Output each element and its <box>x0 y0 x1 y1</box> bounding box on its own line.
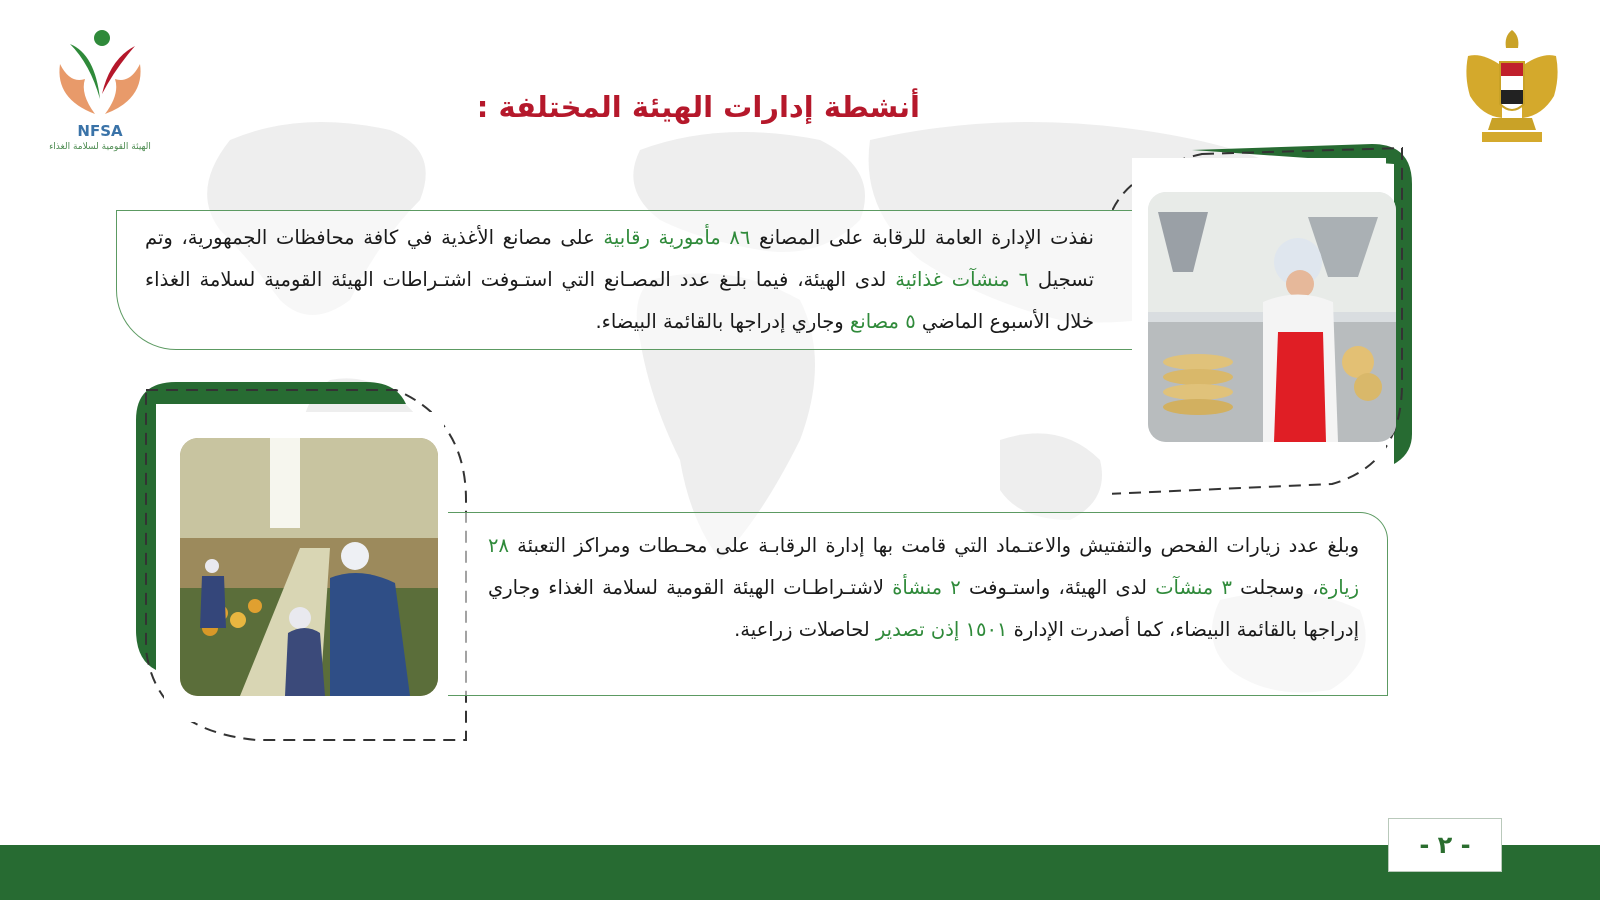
paragraph2-text-3: لدى الهيئة، واستـوفت <box>960 576 1156 599</box>
paragraph2-highlight-registered: ٣ منشآت <box>1155 576 1232 599</box>
photo-frame-packing <box>136 380 476 752</box>
paragraph2-highlight-permits: ١٥٠١ إذن تصدير <box>875 618 1008 641</box>
paragraph1-text-2: على مصانع الأغذية في كافة محافظات الجمهورية، وتم تسجيل <box>145 226 1094 291</box>
page-number: - ٢ - <box>1388 818 1502 872</box>
paragraph2-highlight-visits: ٢٨ زيارة <box>488 534 1359 599</box>
paragraph2-text-5: لحاصلات زراعية. <box>734 618 876 641</box>
paragraph2-text-2: ، وسجلت <box>1231 576 1319 599</box>
factory-worker-photo <box>1148 192 1396 442</box>
nfsa-subtitle: الهيئة القومية لسلامة الغذاء <box>49 142 151 152</box>
footer-bar <box>0 845 1600 900</box>
paragraph1-highlight-facilities: ٦ منشآت غذائية <box>895 268 1030 291</box>
paragraph1-highlight-factories: ٥ مصانع <box>849 310 916 333</box>
paragraph1-text-4: وجاري إدراجها بالقائمة البيضاء. <box>595 310 850 333</box>
paragraph1-highlight-missions: ٨٦ مأمورية رقابية <box>603 226 751 249</box>
nfsa-logo <box>40 24 160 164</box>
paragraph2-text-1: وبلغ عدد زيارات الفحص والتفتيش والاعتـماد التي قامت بها إدارة الرقابـة على محـطات ومراكز التعبئة <box>508 534 1359 557</box>
paragraph-packing-stations <box>448 512 1388 696</box>
page-title: أنشطة إدارات الهيئة المختلفة : <box>476 90 920 124</box>
paragraph-factory-inspections <box>116 210 1132 350</box>
paragraph1-text-1: نفذت الإدارة العامة للرقابة على المصانع <box>750 226 1094 249</box>
paragraph2-text-4: لاشتـراطـات الهيئة القومية لسلامة الغذاء وجاري إدراجها بالقائمة البيضاء، كما أصدرت الإدارة <box>488 576 1359 641</box>
paragraph2-highlight-compliant: ٢ منشأة <box>892 576 961 599</box>
egypt-eagle-icon <box>1462 26 1562 152</box>
paragraph1-text-3: لدى الهيئة، فيما بلـغ عدد المصـانع التي استـوفت اشتـراطات الهيئة القومية لسلامة الغذاء خلال الأسبوع الماضي <box>145 268 1094 333</box>
photo-frame-factory <box>1112 134 1442 504</box>
nfsa-logo-icon <box>40 24 160 124</box>
packing-line-photo <box>180 438 438 696</box>
nfsa-acronym: NFSA <box>77 122 123 140</box>
